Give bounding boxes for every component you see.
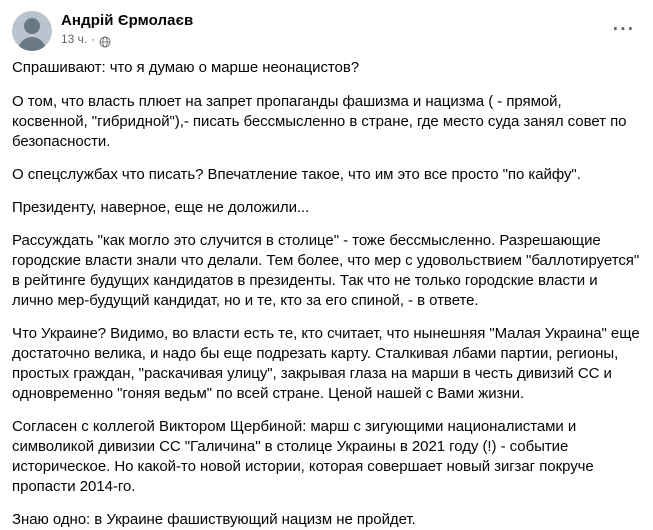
post-paragraph: Что Украине? Видимо, во власти есть те, кто считает, что нынешняя "Малая Украина" еще достаточно велика, и надо бы еще подрезать карту. Сталкивая лбами партии, регионы, простых граждан, "раскачивая улицу", закрывая глаза на марши в честь дивизий СС и одновременно "гоняя ведьм" по всей стране. Ценой нашей с Вами жизни. (12, 325, 640, 402)
post-paragraph: О спецслужбах что писать? Впечатление такое, что им это все просто "по кайфу". (12, 166, 581, 183)
post-body (0, 58, 653, 530)
post-paragraph: Спрашивают: что я думаю о марше неонацистов? (12, 59, 360, 76)
avatar-body-shape (18, 37, 46, 51)
post-header (0, 0, 653, 58)
post-paragraph: Рассуждать "как могло это случится в столице" - тоже бессмысленно. Разрешающие городские власти знали что делали. Тем более, что мер с удовольствием "баллотируется" в рейтинге будущих кандидатов в президенты. Так что не только городские власти и лично мер-будущий кандидат, но и те, кто за его спиной, - в ответе. (12, 232, 640, 309)
globe-icon[interactable] (99, 35, 111, 47)
author-name[interactable]: Андрій Єрмолаєв (61, 12, 194, 29)
post-paragraph: Президенту, наверное, еще не доложили... (12, 199, 310, 216)
post-meta (61, 32, 193, 47)
post-header-text (61, 10, 193, 47)
post-paragraph: О том, что власть плюет на запрет пропаганды фашизма и нацизма ( - прямой, косвенной, "гибридной"),- писать бессмысленно в стране, где место суда занял совет по безопасности. (12, 93, 627, 150)
meta-separator: · (91, 32, 96, 46)
post-timestamp[interactable]: 13 ч. (61, 32, 88, 46)
avatar-head-shape (24, 18, 40, 34)
post-paragraph: Согласен с коллегой Виктором Щербиной: марш с зигующими националистами и символикой дивизии СС "Галичина" в столице Украины в 2021 году (!) - событие историческое. Но какой-то новой истории, которая совершает новый зигзаг покруче пропасти 2014-го. (12, 418, 594, 495)
post-paragraph: Знаю одно: в Украине фашиствующий нацизм не пройдет. (12, 511, 416, 528)
avatar[interactable] (12, 11, 52, 51)
post-options-menu-icon[interactable]: ··· (612, 18, 636, 40)
